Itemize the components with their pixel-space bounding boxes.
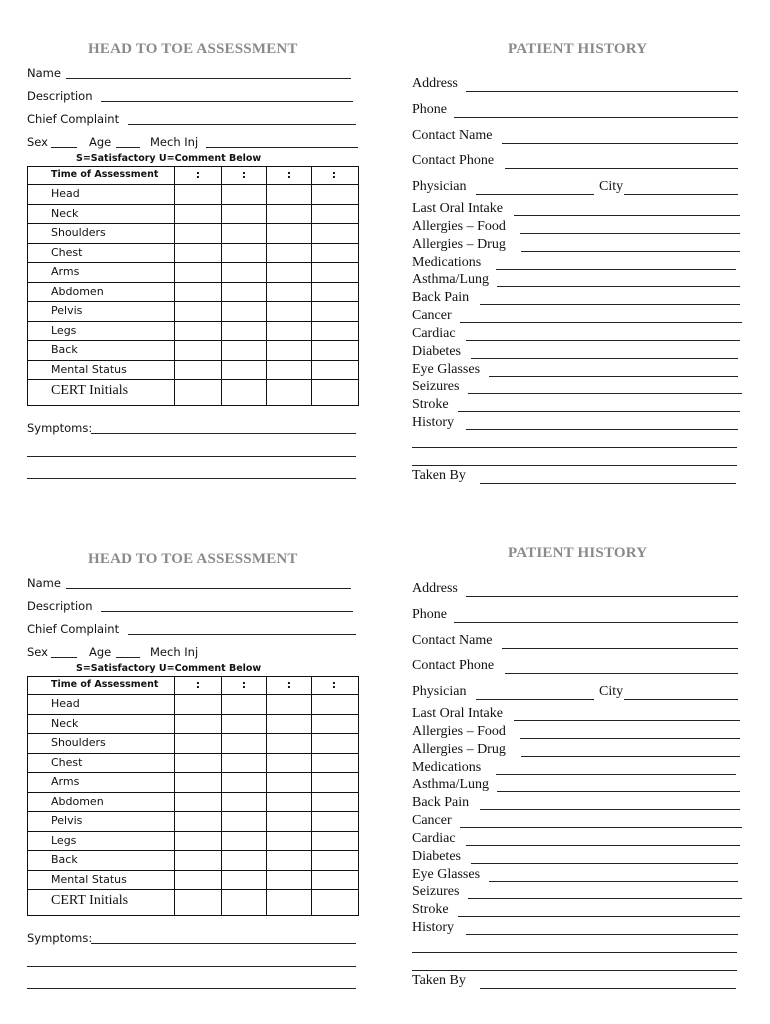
mech-inj-field[interactable] — [206, 147, 358, 148]
sex-label: Sex — [27, 135, 48, 149]
back-pain-label: Back Pain — [412, 795, 470, 810]
taken-by-label: Taken By — [412, 973, 466, 988]
cancer-field[interactable] — [460, 827, 742, 828]
row-label-pelvis: Pelvis — [51, 814, 83, 827]
taken-by-field[interactable] — [480, 483, 736, 484]
last-oral-intake-field[interactable] — [514, 720, 740, 721]
table-row[interactable] — [28, 773, 358, 793]
history-field-line-2[interactable] — [412, 952, 737, 953]
eye-glasses-label: Eye Glasses — [412, 867, 481, 882]
taken-by-label: Taken By — [412, 468, 466, 483]
name-label: Name — [27, 576, 61, 590]
description-label: Description — [27, 89, 93, 103]
asthma-lung-label: Asthma/Lung — [412, 777, 489, 792]
assessment-title: HEAD TO TOE ASSESSMENT — [88, 551, 298, 567]
chief-complaint-field[interactable] — [128, 124, 356, 125]
contact-phone-label: Contact Phone — [412, 153, 495, 168]
patient-history-title: PATIENT HISTORY — [508, 41, 648, 57]
time-column-3[interactable]: : — [286, 168, 292, 181]
symptoms-field[interactable] — [91, 943, 356, 944]
mech-inj-label: Mech Inj — [150, 135, 199, 149]
cancer-label: Cancer — [412, 813, 452, 828]
last-oral-intake-field[interactable] — [514, 215, 740, 216]
cancer-field[interactable] — [460, 322, 742, 323]
address-field[interactable] — [466, 91, 738, 92]
allergies-food-label: Allergies – Food — [412, 219, 506, 234]
row-label-chest: Chest — [51, 755, 83, 769]
description-field[interactable] — [101, 101, 353, 102]
contact-phone-label: Contact Phone — [412, 658, 495, 673]
assessment-table — [27, 676, 359, 916]
name-field[interactable] — [66, 588, 351, 589]
contact-name-label: Contact Name — [412, 633, 493, 648]
stroke-label: Stroke — [412, 902, 449, 917]
diabetes-field[interactable] — [471, 863, 738, 864]
city-field[interactable] — [624, 699, 738, 700]
allergies-food-label: Allergies – Food — [412, 724, 506, 739]
time-of-assessment-header: Time of Assessment — [51, 679, 159, 690]
row-label-head: Head — [51, 187, 80, 200]
row-label-legs: Legs — [51, 833, 77, 847]
table-row[interactable] — [28, 283, 358, 303]
history-field[interactable] — [466, 934, 738, 935]
eye-glasses-field[interactable] — [489, 376, 738, 377]
table-row[interactable] — [28, 361, 358, 381]
stroke-field[interactable] — [458, 411, 740, 412]
allergies-drug-label: Allergies – Drug — [412, 742, 506, 757]
sex-field[interactable] — [51, 147, 77, 148]
chief-complaint-label: Chief Complaint — [27, 112, 120, 126]
age-label: Age — [89, 645, 112, 659]
mech-inj-label: Mech Inj — [150, 645, 199, 659]
medications-label: Medications — [412, 760, 482, 775]
assessment-table — [27, 166, 359, 406]
name-field[interactable] — [66, 78, 351, 79]
sex-field[interactable] — [51, 657, 77, 658]
age-label: Age — [89, 135, 112, 149]
table-row[interactable] — [28, 302, 358, 322]
table-row[interactable] — [28, 793, 358, 813]
cardiac-label: Cardiac — [412, 831, 456, 846]
time-column-1[interactable]: : — [195, 678, 201, 691]
city-label: City — [599, 684, 624, 699]
history-field[interactable] — [466, 429, 738, 430]
contact-name-label: Contact Name — [412, 128, 493, 143]
time-column-4[interactable]: : — [331, 168, 337, 181]
table-row[interactable] — [28, 224, 358, 244]
symptoms-field-line-3[interactable] — [27, 988, 356, 989]
symptoms-field-line-2[interactable] — [27, 456, 356, 457]
asthma-lung-field[interactable] — [497, 286, 740, 287]
table-row[interactable] — [28, 715, 358, 735]
symptoms-label: Symptoms: — [27, 421, 93, 435]
history-field-line-2[interactable] — [412, 447, 737, 448]
diabetes-label: Diabetes — [412, 344, 461, 359]
row-label-cert-initials: CERT Initials — [51, 383, 129, 398]
history-field-line-3[interactable] — [412, 970, 737, 971]
back-pain-field[interactable] — [480, 809, 740, 810]
contact-phone-field[interactable] — [505, 168, 738, 169]
physician-field[interactable] — [476, 194, 594, 195]
time-column-4[interactable]: : — [331, 678, 337, 691]
cancer-label: Cancer — [412, 308, 452, 323]
row-label-cert-initials: CERT Initials — [51, 893, 129, 908]
description-label: Description — [27, 599, 93, 613]
eye-glasses-label: Eye Glasses — [412, 362, 481, 377]
phone-label: Phone — [412, 607, 447, 622]
table-row[interactable] — [28, 695, 358, 715]
sex-label: Sex — [27, 645, 48, 659]
cardiac-field[interactable] — [466, 845, 740, 846]
table-row[interactable] — [28, 832, 358, 852]
address-label: Address — [412, 76, 458, 91]
allergies-drug-field[interactable] — [521, 251, 740, 252]
contact-name-field[interactable] — [502, 648, 738, 649]
time-column-1[interactable]: : — [195, 168, 201, 181]
symptoms-field-line-3[interactable] — [27, 478, 356, 479]
taken-by-field[interactable] — [480, 988, 736, 989]
last-oral-intake-label: Last Oral Intake — [412, 706, 503, 721]
table-row[interactable] — [28, 205, 358, 225]
age-field[interactable] — [116, 147, 140, 148]
row-label-neck: Neck — [51, 206, 79, 220]
address-label: Address — [412, 581, 458, 596]
table-row[interactable] — [28, 812, 358, 832]
row-label-abdomen: Abdomen — [51, 284, 104, 298]
table-row[interactable] — [28, 380, 358, 405]
table-row[interactable] — [28, 322, 358, 342]
asthma-lung-field[interactable] — [497, 791, 740, 792]
address-field[interactable] — [466, 596, 738, 597]
chief-complaint-label: Chief Complaint — [27, 622, 120, 636]
phone-label: Phone — [412, 102, 447, 117]
contact-phone-field[interactable] — [505, 673, 738, 674]
allergies-drug-label: Allergies – Drug — [412, 237, 506, 252]
medications-field[interactable] — [496, 774, 736, 775]
last-oral-intake-label: Last Oral Intake — [412, 201, 503, 216]
history-field-line-3[interactable] — [412, 465, 737, 466]
row-label-shoulders: Shoulders — [51, 226, 106, 239]
chief-complaint-field[interactable] — [128, 634, 356, 635]
city-field[interactable] — [624, 194, 738, 195]
row-label-legs: Legs — [51, 323, 77, 337]
row-label-abdomen: Abdomen — [51, 794, 104, 808]
table-row[interactable] — [28, 244, 358, 264]
time-of-assessment-header: Time of Assessment — [51, 169, 159, 180]
allergies-food-field[interactable] — [520, 738, 740, 739]
description-field[interactable] — [101, 611, 353, 612]
time-column-2[interactable]: : — [241, 168, 247, 181]
physician-label: Physician — [412, 684, 467, 699]
patient-history-title: PATIENT HISTORY — [508, 545, 648, 561]
legend-text: S=Satisfactory U=Comment Below — [76, 663, 262, 674]
cardiac-label: Cardiac — [412, 326, 456, 341]
table-header-row — [28, 677, 358, 695]
physician-label: Physician — [412, 179, 467, 194]
history-label: History — [412, 415, 454, 430]
row-label-shoulders: Shoulders — [51, 736, 106, 749]
back-pain-field[interactable] — [480, 304, 740, 305]
table-row[interactable] — [28, 341, 358, 361]
history-label: History — [412, 920, 454, 935]
row-label-back: Back — [51, 343, 78, 356]
seizures-field[interactable] — [468, 393, 742, 394]
seizures-label: Seizures — [412, 379, 460, 394]
table-row[interactable] — [28, 890, 358, 915]
contact-name-field[interactable] — [502, 143, 738, 144]
legend-text: S=Satisfactory U=Comment Below — [76, 153, 262, 164]
row-label-back: Back — [51, 853, 78, 866]
table-header-row — [28, 167, 358, 185]
table-row[interactable] — [28, 754, 358, 774]
seizures-field[interactable] — [468, 898, 742, 899]
row-label-chest: Chest — [51, 245, 83, 259]
age-field[interactable] — [116, 657, 140, 658]
table-row[interactable] — [28, 263, 358, 283]
stroke-field[interactable] — [458, 916, 740, 917]
physician-field[interactable] — [476, 699, 594, 700]
cardiac-field[interactable] — [466, 340, 740, 341]
asthma-lung-label: Asthma/Lung — [412, 272, 489, 287]
back-pain-label: Back Pain — [412, 290, 470, 305]
row-label-arms: Arms — [51, 265, 80, 278]
phone-field[interactable] — [454, 622, 738, 623]
table-row[interactable] — [28, 851, 358, 871]
table-row[interactable] — [28, 185, 358, 205]
assessment-title: HEAD TO TOE ASSESSMENT — [88, 41, 298, 57]
seizures-label: Seizures — [412, 884, 460, 899]
eye-glasses-field[interactable] — [489, 881, 738, 882]
phone-field[interactable] — [454, 117, 738, 118]
row-label-arms: Arms — [51, 775, 80, 788]
time-column-3[interactable]: : — [286, 678, 292, 691]
symptoms-field[interactable] — [91, 433, 356, 434]
form-sheet-bottom — [0, 510, 770, 1022]
row-label-pelvis: Pelvis — [51, 304, 83, 317]
medications-field[interactable] — [496, 269, 736, 270]
row-label-neck: Neck — [51, 716, 79, 730]
symptoms-field-line-2[interactable] — [27, 966, 356, 967]
city-label: City — [599, 179, 624, 194]
diabetes-label: Diabetes — [412, 849, 461, 864]
diabetes-field[interactable] — [471, 358, 738, 359]
symptoms-label: Symptoms: — [27, 931, 93, 945]
table-row[interactable] — [28, 871, 358, 891]
table-row[interactable] — [28, 734, 358, 754]
row-label-head: Head — [51, 697, 80, 710]
allergies-food-field[interactable] — [520, 233, 740, 234]
time-column-2[interactable]: : — [241, 678, 247, 691]
row-label-mental-status: Mental Status — [51, 872, 127, 886]
row-label-mental-status: Mental Status — [51, 362, 127, 376]
medications-label: Medications — [412, 255, 482, 270]
name-label: Name — [27, 66, 61, 80]
allergies-drug-field[interactable] — [521, 756, 740, 757]
stroke-label: Stroke — [412, 397, 449, 412]
